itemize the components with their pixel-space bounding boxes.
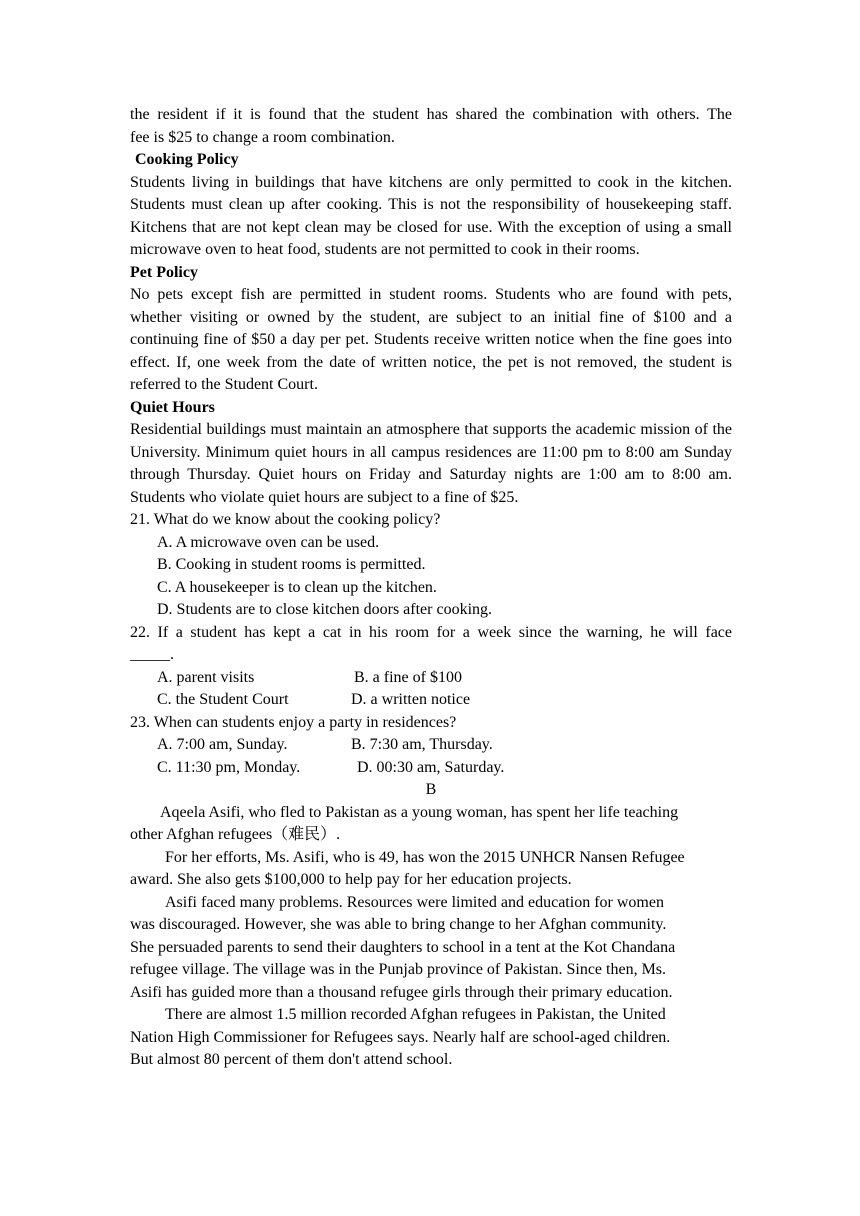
pet-policy-heading: Pet Policy (130, 263, 198, 281)
passage-b-p3-line5: Asifi has guided more than a thousand refugee girls through their primary education. (130, 983, 673, 1001)
question-22-blank: _____. (130, 646, 174, 663)
question-22-option-a: A. parent visits (157, 668, 255, 686)
question-22-stem: 22. If a student has kept a cat in his room for a week since the warning, he will face (130, 623, 732, 641)
question-23-option-b: B. 7:30 am, Thursday. (351, 736, 493, 753)
question-22-option-b: B. a fine of $100 (354, 668, 462, 686)
section-b-label: B (425, 781, 437, 798)
intro-line-1: the resident if it is found that the student has shared the combination with others. The (130, 106, 732, 123)
question-21-stem: 21. What do we know about the cooking policy? (130, 511, 441, 528)
quiet-hours-heading: Quiet Hours (130, 398, 215, 416)
document-page (130, 104, 732, 1072)
passage-b-p3-line1: Asifi faced many problems. Resources were limited and education for women (165, 893, 664, 911)
question-23-options-row-2 (130, 757, 732, 780)
cooking-policy-heading: Cooking Policy (135, 151, 239, 168)
passage-b-p3-line2: was discouraged. However, she was able to bring change to her Afghan community. (130, 916, 667, 933)
question-23-option-d: D. 00:30 am, Saturday. (357, 758, 505, 776)
pet-policy-text: No pets except fish are permitted in student rooms. Students who are found with pets, whether visiting or owned by the student, are subject to an initial fine of $100 and a continuing fine of $50 a day per pet. Students receive written notice when the fine goes into effect. If, one week from the date of written notice, the pet is not removed, the student is referred to the Student Court. (130, 286, 732, 393)
question-23-option-c: C. 11:30 pm, Monday. (157, 758, 301, 776)
cooking-policy-text: Students living in buildings that have kitchens are only permitted to cook in the kitchen. Students must clean up after cooking. This is not the responsibility of housekeeping staff. Kitchens that are not kept clean may be closed for use. With the exception of using a small microwave oven to heat food, students are not permitted to cook in their rooms. (130, 173, 732, 258)
question-21-option-a: A. A microwave oven can be used. (157, 533, 380, 551)
passage-b-p4-line1: There are almost 1.5 million recorded Afghan refugees in Pakistan, the United (165, 1006, 666, 1023)
passage-b-p2-line1: For her efforts, Ms. Asifi, who is 49, has won the 2015 UNHCR Nansen Refugee (165, 848, 685, 866)
passage-b-p4-line2: Nation High Commissioner for Refugees says. Nearly half are school-aged children. (130, 1028, 671, 1046)
quiet-hours-text: Residential buildings must maintain an atmosphere that supports the academic mission of the University. Minimum quiet hours in all campus residences are 11:00 pm to 8:00 am Sunday through Thursday. Quiet hours on Friday and Saturday nights are 1:00 am to 8:00 am. Students who violate quiet hours are subject to a fine of $25. (130, 421, 732, 506)
question-23-stem: 23. When can students enjoy a party in residences? (130, 713, 457, 731)
question-23-option-a: A. 7:00 am, Sunday. (157, 736, 288, 753)
question-22-option-d: D. a written notice (351, 691, 471, 708)
question-21-option-c: C. A housekeeper is to clean up the kitchen. (157, 578, 437, 596)
question-21-option-d: D. Students are to close kitchen doors after cooking. (157, 601, 493, 618)
question-22-options-row-1 (130, 667, 732, 690)
intro-line-2: fee is $25 to change a room combination. (130, 128, 395, 146)
question-23-options-row-1 (130, 734, 732, 757)
passage-b-p4-line3: But almost 80 percent of them don't attend school. (130, 1051, 453, 1068)
question-21-option-b: B. Cooking in student rooms is permitted. (157, 556, 426, 573)
passage-b-p1-line1: Aqeela Asifi, who fled to Pakistan as a young woman, has spent her life teaching (160, 803, 679, 821)
passage-b-p3-line3: She persuaded parents to send their daughters to school in a tent at the Kot Chandana (130, 938, 676, 956)
passage-b-p3-line4: refugee village. The village was in the Punjab province of Pakistan. Since then, Ms. (130, 961, 667, 978)
passage-b-p1-line2: other Afghan refugees（难民）. (130, 826, 341, 843)
passage-b-p2-line2: award. She also gets $100,000 to help pay for her education projects. (130, 871, 572, 888)
question-22-option-c: C. the Student Court (157, 691, 289, 708)
question-22-options-row-2 (130, 689, 732, 712)
